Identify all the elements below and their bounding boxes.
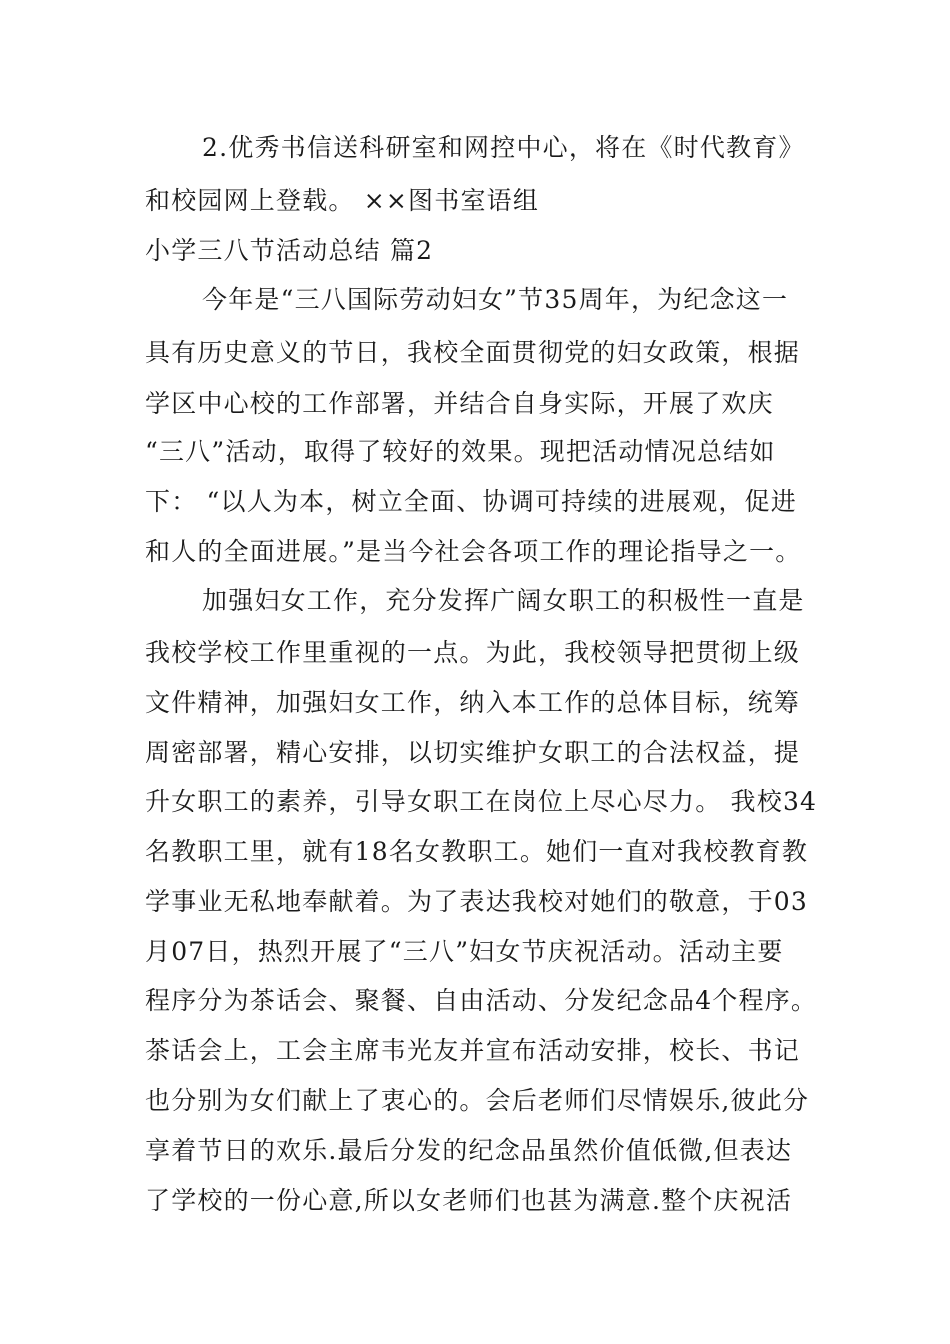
- paragraph-2-line-4: 周密部署，精心安排，以切实维护女职工的合法权益，提: [145, 738, 801, 767]
- paragraph-1-line-4: “三八”活动，取得了较好的效果。现把活动情况总结如: [145, 437, 776, 466]
- text-line-2: 和校园网上登载。 ××图书室语组: [145, 186, 540, 215]
- paragraph-1-line-5: 下： “以人为本，树立全面、协调可持续的进展观，促进: [145, 487, 797, 516]
- paragraph-2-line-8: 月07日，热烈开展了“三八”妇女节庆祝活动。活动主要: [145, 937, 784, 966]
- paragraph-2-line-7: 学事业无私地奉献着。为了表达我校对她们的敬意，于03: [145, 887, 809, 916]
- paragraph-2-line-12: 享着节日的欢乐.最后分发的纪念品虽然价值低微,但表达: [145, 1136, 793, 1165]
- paragraph-2-line-2: 我校学校工作里重视的一点。为此，我校领导把贯彻上级: [145, 638, 801, 667]
- paragraph-2-line-5: 升女职工的素养，引导女职工在岗位上尽心尽力。 我校34: [145, 787, 818, 816]
- paragraph-2-line-1: 加强妇女工作，充分发挥广阔女职工的积极性一直是: [202, 586, 805, 615]
- paragraph-2-line-3: 文件精神，加强妇女工作，纳入本工作的总体目标，统筹: [145, 688, 801, 717]
- text-line-1: 2.优秀书信送科研室和网控中心，将在《时代教育》: [202, 133, 805, 162]
- paragraph-1-line-6: 和人的全面进展。”是当今社会各项工作的理论指导之一。: [145, 537, 802, 566]
- paragraph-2-line-6: 名教职工里，就有18名女教职工。她们一直对我校教育教: [145, 837, 809, 866]
- paragraph-1-line-3: 学区中心校的工作部署，并结合自身实际，开展了欢庆: [145, 389, 774, 418]
- paragraph-1-line-1: 今年是“三八国际劳动妇女”节35周年，为纪念这一: [202, 285, 789, 314]
- paragraph-1-line-2: 具有历史意义的节日，我校全面贯彻党的妇女政策，根据: [145, 338, 801, 367]
- section-heading: 小学三八节活动总结 篇2: [145, 236, 434, 265]
- paragraph-2-line-9: 程序分为茶话会、聚餐、自由活动、分发纪念品4个程序。: [145, 986, 818, 1015]
- paragraph-2-line-10: 茶话会上，工会主席韦光友并宣布活动安排，校长、书记: [145, 1036, 801, 1065]
- paragraph-2-line-13: 了学校的一份心意,所以女老师们也甚为满意.整个庆祝活: [145, 1186, 793, 1215]
- paragraph-2-line-11: 也分别为女们献上了衷心的。会后老师们尽情娱乐,彼此分: [145, 1086, 810, 1115]
